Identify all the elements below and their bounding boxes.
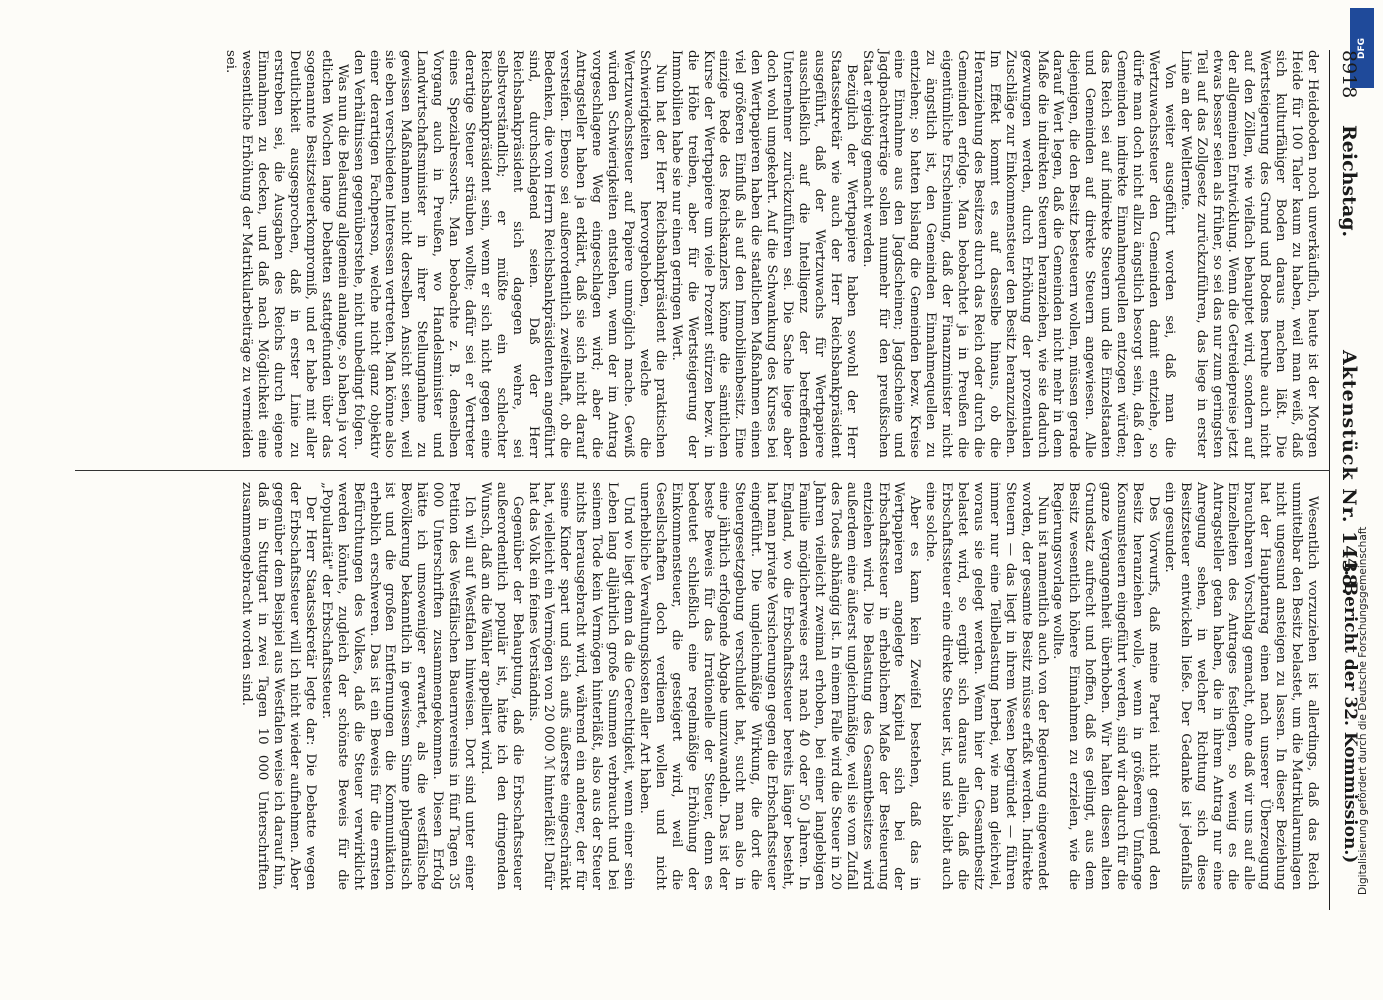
rotated-document-page bbox=[69, 50, 1364, 910]
paragraph: Was nun die Belastung allgemein anlange, so haben ja vor etlichen Wochen lange Debatten stattgefunden über das sogenannte Besitzsteuerkompromiß, und er habe mit aller Deutlichkeit ausgesprochen, daß in erster Linie zu erstreben sei, die Ausgaben des Reichs durch eigene Einnahmen zu decken, und daß nach Möglichkeit eine wesentliche Erhöhung der Matrikularbeiträge zu vermeiden sei. bbox=[223, 50, 350, 458]
paragraph: Und wo liegt denn da die Gerechtigkeit, wenn einer sein Leben lang alljährlich große Summen verbraucht und bei seinem Tode kein Vermögen hinterläßt, also aus der Steuer nichts herausgebracht wird, während ein anderer, der für seine Kinder spart und sich aufs äußerste eingeschränkt hat, vielleicht ein Vermögen von 20 000 ℳ hinterläßt! Dafür hat das Volk ein feines Verständnis. bbox=[525, 482, 637, 890]
paragraph: Ich will auf Westfalen hinweisen. Dort sind unter einer Petition des Westfälischen Bauernvereins in fünf Tagen 35 000 Unterschriften zusammengekommen. Diesen Erfolg hätte ich umsoweniger erwartet, als die westfälische Bevölkerung bekanntlich in gewissem Sinne phlegmatisch ist und die großen Entfernungen die Kommunikation erheblich erschweren. Das ist ein Beweis für die ernsten Befürchtungen des Volkes, daß die Steuer verwirklicht werden könnte, zugleich der schönste Beweis für die „Popularität" der Erbschaftssteuer. bbox=[318, 482, 477, 890]
header-left-title: Reichstag. bbox=[1338, 125, 1360, 238]
paragraph: Nun ist namentlich auch von der Regierung eingewendet worden, der gesamte Besitz müsse erfaßt werden. Indirekte Steuern — das liegt in ihrem Wesen begründet — führen immer nur eine Teilbelastung herbei, wie man gleichviel, woraus sie gelegt werden. Wenn hier der Gesamtbesitz belastet wird, so ergibt sich daraus allein, daß die Erbschaftssteuer eine direkte Steuer ist, und sie bleibt auch eine solche. bbox=[923, 482, 1050, 890]
header-report-title: (4. Bericht der 32. Kommission.) bbox=[1340, 550, 1360, 864]
header-document-number: Aktenstück Nr. 1438. bbox=[1338, 350, 1360, 596]
header-rule bbox=[1329, 50, 1330, 910]
paragraph: Der Herr Staatssekretär legte dar: Die Debatte wegen der Erbschaftssteuer will ich nicht wieder aufnehmen. Aber gegenüber dem Beispiel aus Westfalen weise ich darauf hin, daß in Stuttgart in zwei Tagen 10 000 Unterschriften zusammengebracht worden sind. bbox=[239, 482, 318, 890]
paragraph: Bezüglich der Wertpapiere haben sowohl der Herr Staatssekretär wie auch der Herr Reichsbankpräsident ausgeführt, daß der Wertzuwachs für Wertpapiere ausschließlich auf die Intelligenz der betreffenden Unternehmer zurückzuführen sei. Die Sache liege aber doch wohl umgekehrt. Auf die Schwankung des Kurses bei den Wertpapieren haben die staatlichen Maßnahmen einen viel größeren Einfluß als auf den Immobilienbesitz. Eine einzige Rede des Reichskanzlers könne die sämtlichen Kurse der Wertpapiere um viele Prozent stürzen bezw. in die Höhe treiben, aber für die Wertsteigerung der Immobilien habe sie nur einen geringen Wert. bbox=[668, 50, 859, 458]
paragraph: Wesentlich vorzuziehen ist allerdings, daß das Reich unmittelbar den Besitz belastet, um die Matrikularumlagen nicht ungesund ansteigen zu lassen. In dieser Beziehung hat der Hauptantrag einen nach unserer Überzeugung brauchbaren Vorschlag gemacht, ohne daß wir uns auf alle Einzelheiten des Antrages festlegen, so wenig es die Antragsteller getan haben, die in ihrem Antrag nur eine Anregung sehen, in welcher Richtung sich diese Besitzsteuer entwickeln ließe. Der Gedanke ist jedenfalls ein gesunder. bbox=[1161, 482, 1320, 890]
paragraph: Gegenüber der Behauptung, daß die Erbschaftssteuer außerordentlich populär ist, hätte ich den dringenden Wunsch, daß an die Wähler appelliert wird. bbox=[477, 482, 525, 890]
right-column bbox=[238, 482, 1320, 890]
left-column bbox=[222, 50, 1320, 458]
paragraph: Aber es kann kein Zweifel bestehen, daß das in Wertpapieren angelegte Kapital sich bei der Erbschaftssteuer in erheblichem Maße der Besteuerung entziehen wird. Die Belastung des Gesamtbesitzes wird außerdem eine äußerst ungleichmäßige, weil sie vom Zufall des Todes abhängig ist. In einem Falle wird die Steuer in 20 Jahren vielleicht zweimal erhoben, bei einer langlebigen Familie möglicherweise erst nach 40 oder 50 Jahren. In England, wo die Erbschaftssteuer bereits länger besteht, hat man private Versicherungen gegen die Erbschaftssteuer eingeführt. Die ungleichmäßige Wirkung, die dort die Steuergesetzgebung verschuldet hat, sucht man also in eine jährlich erfolgende Abgabe umzuwandeln. Das ist der beste Beweis für das Irrationelle der Steuer, denn es bedeutet schließlich eine regelmäßige Erhöhung der Einkommensteuer, die gesteigert wird, weil die Gesellschaften doch verdienen wollen und nicht unerhebliche Verwaltungskosten aller Art haben. bbox=[636, 482, 923, 890]
paragraph: Des Vorwurfs, daß meine Partei nicht genügend den Besitz heranziehen wolle, wenn in größerem Umfange Konsumsteuern eingeführt werden, sind wir dadurch für die ganze Vergangenheit überhoben. Wir halten diesen alten Grundsatz aufrecht und hoffen, daß es gelingt, aus dem Besitz wesentlich höhere Einnahmen zu erzielen, wie die Regierungsvorlage wollte. bbox=[1050, 482, 1161, 890]
column-divider bbox=[75, 470, 1330, 471]
page-header bbox=[1336, 50, 1364, 910]
digitization-credit: Digitalisierung gefördert durch die Deutsche Forschungsgemeinschaft bbox=[1357, 526, 1369, 895]
paragraph: Nun hat der Herr Reichsbankpräsident die praktischen Schwierigkeiten hervorgehoben, welche die Wertzuwachssteuer auf Papiere unmöglich mache. Gewiß würden Schwierigkeiten entstehen, wenn der im Antrag vorgeschlagene Weg eingeschlagen wird; aber die Antragsteller haben ja erklärt, daß sie sich nicht darauf versteifen. Ebenso sei außerordentlich zweifelhaft, ob die Bedenken, die vom Herrn Reichsbankpräsidenten angeführt sind, durchschlagend seien. Daß der Herr Reichsbankpräsident sich dagegen wehre, sei selbstverständlich; er müßte ein schlechter Reichsbankpräsident sein, wenn er sich nicht gegen eine derartige Steuer sträuben wollte; dafür sei er Vertreter eines Spezialressorts. Man beobachte z. B. denselben Vorgang auch in Preußen, wo Handelsminister und Landwirtschaftsminister in ihrer Stellungnahme zu gewissen Maßnahmen nicht derselben Ansicht seien, weil sie eben verschiedene Interessen vertreten. Man könne also einer derartigen Fachperson, welche nicht ganz objektiv den Verhältnissen gegenüberstehe, nicht unbedingt folgen. bbox=[350, 50, 668, 458]
dfg-logo: DFG bbox=[1350, 8, 1374, 88]
page-number: 8918 bbox=[1338, 50, 1360, 99]
paragraph: Von weiter ausgeführt worden sei, daß man die Wertzuwachssteuer den Gemeinden damit entziehe, so dürfe man doch nicht allzu ängstlich besorgt sein, daß den Gemeinden indirekte Einnahmequellen entzogen würden; das Reich sei auf indirekte Steuern und die Einzelstaaten und Gemeinden auf direkte Steuern angewiesen. Alle diejenigen, die den Besitz besteuern wollen, müssen gerade darauf Wert legen, daß die Gemeinden nicht mehr in dem Maße die indirekten Steuern heranziehen, wie sie dadurch gezwungen werden, durch Erhöhung der prozentualen Zuschläge zur Einkommensteuer den Besitz heranzuziehen. Im Effekt kommt es auf dasselbe hinaus, ob die Heranziehung des Besitzes durch das Reich oder durch die Gemeinden erfolge. Man beobachtet ja in Preußen die eigentümliche Erscheinung, daß der Finanzminister nicht zu ängstlich ist, den Gemeinden Einnahmequellen zu entziehen; so hatten bislang die Gemeinden bezw. Kreise eine Einnahme aus den Jagdscheinen; Jagdscheine und Jagdpachtverträge sollen nunmehr für den preußischen Staat ergiebig gemacht werden. bbox=[859, 50, 1177, 458]
paragraph: der Heideboden noch unverkäuflich, heute ist der Morgen Heide für 100 Taler kaum zu haben, weil man weiß, daß sich kulturfähiger Boden daraus machen läßt. Die Wertsteigerung des Grund und Bodens beruhe auch nicht auf den Zöllen, wie vielfach behauptet wird, sondern auf der allgemeinen Entwicklung. Wenn die Getreidepreise jetzt etwas besser seien als früher, so sei das nur zum geringsten Teil auf das Zollgesetz zurückzuführen, das liege in erster Linie an der Weltlernte. bbox=[1177, 50, 1320, 458]
